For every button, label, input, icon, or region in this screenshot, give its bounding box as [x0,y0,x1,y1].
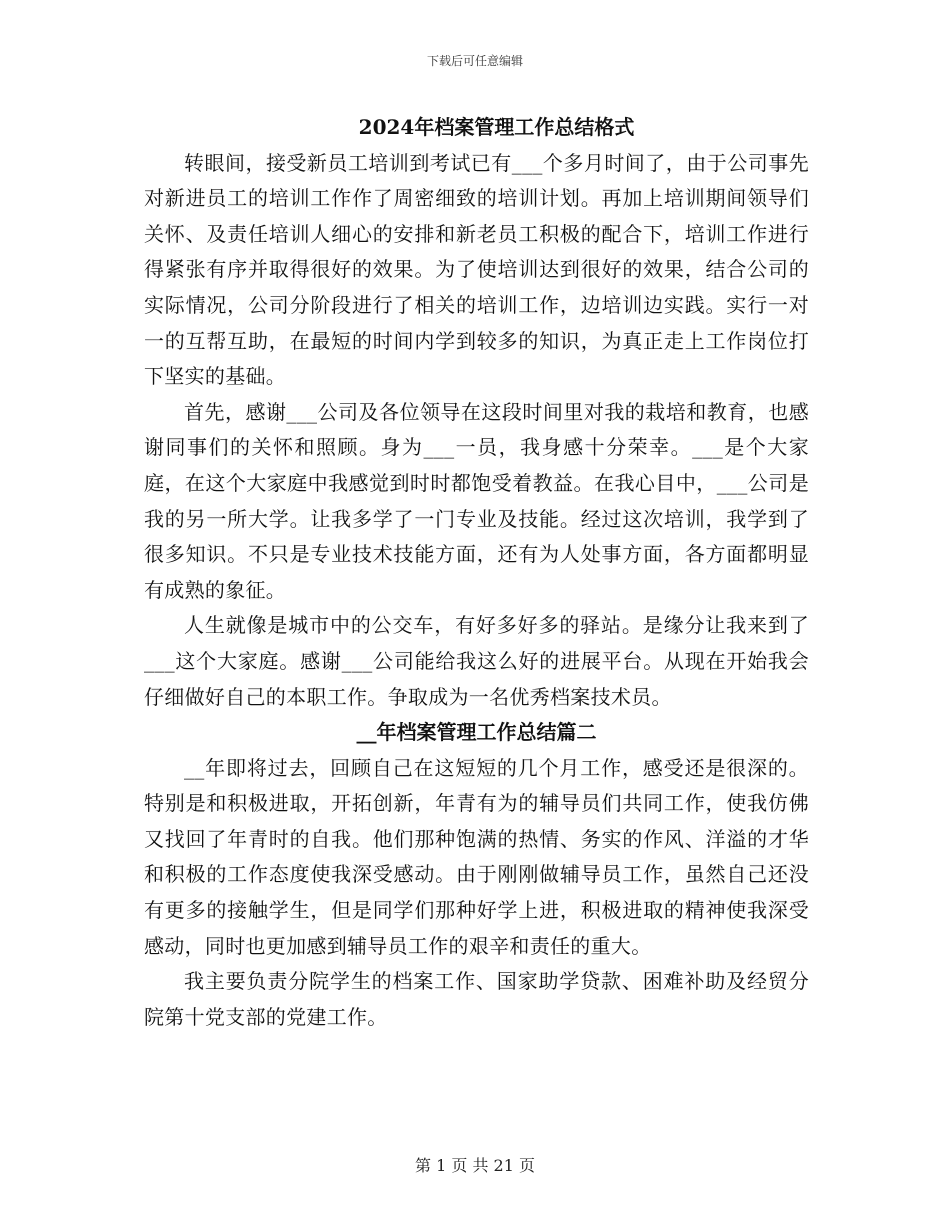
paragraph: __年即将过去，回顾自己在这短短的几个月工作，感受还是很深的。特别是和积极进取，开拓创新，年青有为的辅导员们共同工作，使我仿佛又找回了年青时的自我。他们那种饱满的热情、务实的作风、洋溢的才华和积极的工作态度使我深受感动。由于刚刚做辅导员工作，虽然自己还没有更多的接触学生，但是同学们那种好学上进，积极进取的精神使我深受感动，同时也更加感到辅导员工作的艰辛和责任的重大。 [144,755,809,958]
document-title: 2024年档案管理工作总结格式 [358,115,635,139]
section-title: __年档案管理工作总结篇二 [356,720,597,745]
paragraph: 我主要负责分院学生的档案工作、国家助学贷款、困难补助及经贸分院第十党支部的党建工作。 [144,969,809,1029]
document-body [144,110,809,1035]
paragraph: 首先，感谢___公司及各位领导在这段时间里对我的栽培和教育，也感谢同事们的关怀和照顾。身为___一员，我身感十分荣幸。___是个大家庭，在这个大家庭中我感觉到时时都饱受着教益。在我心目中，___公司是我的另一所大学。让我多学了一门专业及技能。经过这次培训，我学到了很多知识。不只是专业技术技能方面，还有为人处事方面，各方面都明显有成熟的象征。 [144,399,809,602]
paragraph: 转眼间，接受新员工培训到考试已有___个多月时间了，由于公司事先对新进员工的培训工作作了周密细致的培训计划。再加上培训期间领导们关怀、及责任培训人细心的安排和新老员工积极的配合下，培训工作进行得紧张有序并取得很好的效果。为了使培训达到很好的效果，结合公司的实际情况，公司分阶段进行了相关的培训工作，边培训边实践。实行一对一的互帮互助，在最短的时间内学到较多的知识，为真正走上工作岗位打下坚实的基础。 [144,150,809,389]
paragraph: 人生就像是城市中的公交车，有好多好多的驿站。是缘分让我来到了___这个大家庭。感谢___公司能给我这么好的进展平台。从现在开始我会仔细做好自己的本职工作。争取成为一名优秀档案技术员。 [144,613,809,709]
page-number-footer: 第 1 页 共 21 页 [415,1156,535,1175]
header-note: 下载后可任意编辑 [426,54,523,68]
